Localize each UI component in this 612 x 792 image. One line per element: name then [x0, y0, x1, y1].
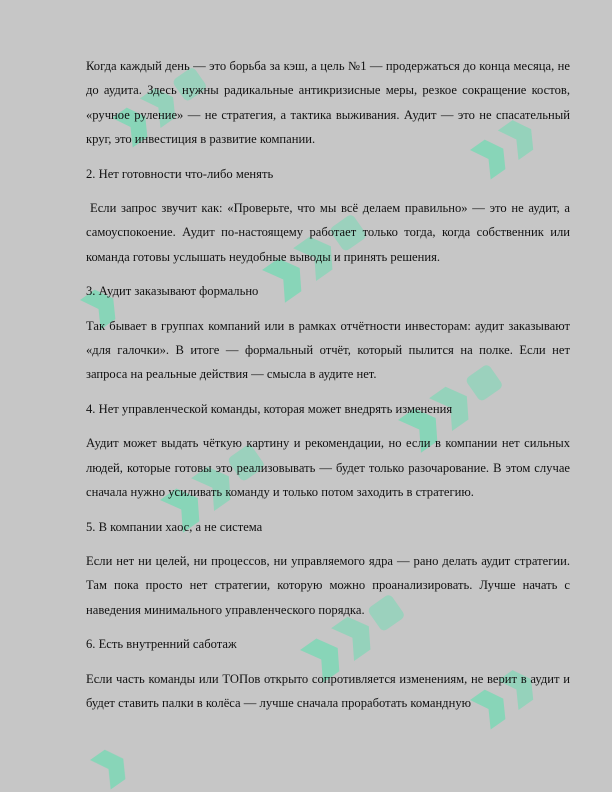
paragraph-no-readiness: Если запрос звучит как: «Проверьте, что мы всё делаем правильно» — это не аудит, а самоуспокоение. Аудит по-настоящему работает только тогда, когда собственник или команда готовы услышать неудобные выводы и принять решения.	[86, 201, 570, 264]
paragraph-sabotage: Если часть команды или ТОПов открыто сопротивляется изменениям, не верит в аудит и будет ставить палки в колёса — лучше сначала проработать командную	[86, 671, 570, 710]
paragraph-no-team: Аудит может выдать чёткую картину и рекомендации, но если в компании нет сильных людей, которые готовы это реализовывать — будет только разочарование. В этом случае сначала нужно усиливать команду и только потом заходить в стратегию.	[86, 436, 570, 500]
heading-chaos: 5. В компании хаос, а не система	[86, 519, 263, 534]
heading-sabotage: 6. Есть внутренний саботаж	[86, 637, 237, 652]
heading-formal-audit: 3. Аудит заказывают формально	[86, 284, 259, 299]
paragraph-intro: Когда каждый день — это борьба за кэш, а цель №1 — продержаться до конца месяца, не до аудита. Здесь нужны радикальные антикризисные меры, резкое сокращение костов, «ручное руление» — не стратегия, а тактика выживания. Аудит — это не спасательный круг, это инвестиция в развитие компании.	[86, 59, 570, 147]
heading-no-team: 4. Нет управленческой команды, которая может внедрять изменения	[86, 401, 453, 416]
paragraph-chaos: Если нет ни целей, ни процессов, ни управляемого ядра — рано делать аудит стратегии. Там пока просто нет стратегии, которую можно проанализировать. Лучше начать с наведения минимального управленческого порядка.	[86, 553, 570, 617]
heading-no-readiness: 2. Нет готовности что-либо менять	[86, 166, 274, 181]
paragraph-formal-audit: Так бывает в группах компаний или в рамках отчётности инвесторам: аудит заказывают «для галочки». В итоге — формальный отчёт, который пылится на полке. Если нет запроса на реальные действия — смысла в аудите нет.	[86, 318, 570, 382]
document-body	[86, 54, 570, 725]
